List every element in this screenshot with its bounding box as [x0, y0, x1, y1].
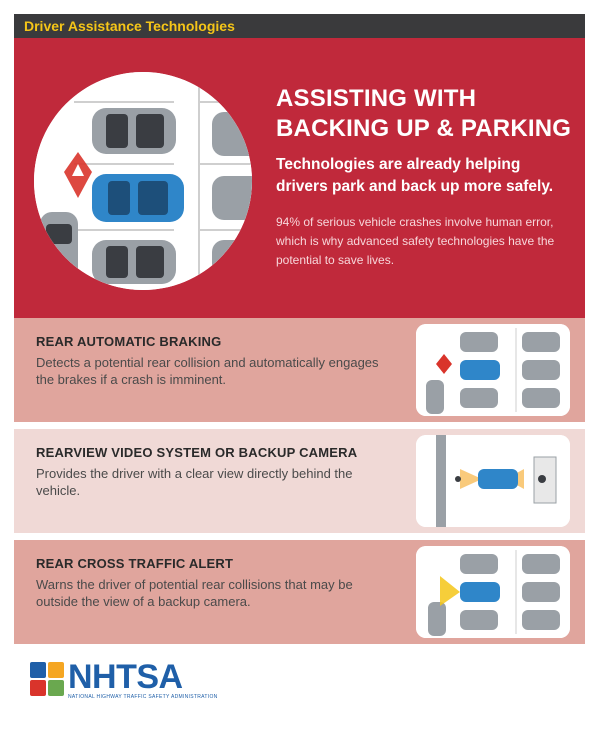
parking-lot-illustration-svg: [34, 72, 252, 290]
hero-title: [276, 84, 576, 144]
feature-text: Detects a potential rear collision and automatically engages the brakes if a crash is imminent.: [36, 355, 379, 387]
hero-subtitle: Technologies are already helping drivers park and back up more safely.: [276, 156, 554, 195]
feature-rear-cross-traffic-alert: [14, 540, 585, 644]
hero-body-text: 94% of serious vehicle crashes involve human error, which is why advanced safety technologies have the potential to save lives.: [276, 215, 555, 267]
parked-car-icon: [92, 240, 176, 284]
rear-braking-illustration-svg: [416, 324, 570, 416]
hero-title-line1: ASSISTING WITH: [276, 85, 477, 112]
crossing-car-icon: [40, 212, 78, 290]
feature-rearview-video-system: [14, 429, 585, 533]
blue-car-icon: [92, 174, 184, 222]
parking-lot-illustration: [34, 72, 252, 290]
feature-text: Warns the driver of potential rear collisions that may be outside the view of a backup camera.: [36, 577, 353, 609]
logo-tile-icon: [48, 680, 64, 696]
feature-title: REAR CROSS TRAFFIC ALERT: [36, 556, 234, 571]
section-header: [14, 14, 585, 38]
backup-camera-illustration-svg: [416, 435, 570, 527]
hero-title-line2: BACKING UP & PARKING: [276, 115, 572, 142]
feature-text: Provides the driver with a clear view directly behind the vehicle.: [36, 466, 353, 498]
nhtsa-wordmark: NHTSA: [68, 658, 183, 696]
feature-title: REARVIEW VIDEO SYSTEM OR BACKUP CAMERA: [36, 445, 358, 460]
nhtsa-logo: [30, 660, 230, 708]
backup-camera-illustration: [416, 435, 570, 527]
logo-tile-icon: [48, 662, 64, 678]
hero-panel: [14, 38, 585, 318]
nhtsa-logo-icons: [30, 662, 64, 696]
cross-traffic-alert-illustration-svg: [416, 546, 570, 638]
cross-traffic-alert-illustration: [416, 546, 570, 638]
parked-car-icon: [92, 108, 176, 154]
logo-tile-icon: [30, 662, 46, 678]
rear-braking-illustration: [416, 324, 570, 416]
section-header-title: Driver Assistance Technologies: [24, 18, 235, 34]
feature-rear-automatic-braking: [14, 318, 585, 422]
nhtsa-tagline: NATIONAL HIGHWAY TRAFFIC SAFETY ADMINISTRATION: [68, 694, 218, 700]
logo-tile-icon: [30, 680, 46, 696]
feature-title: REAR AUTOMATIC BRAKING: [36, 334, 222, 349]
